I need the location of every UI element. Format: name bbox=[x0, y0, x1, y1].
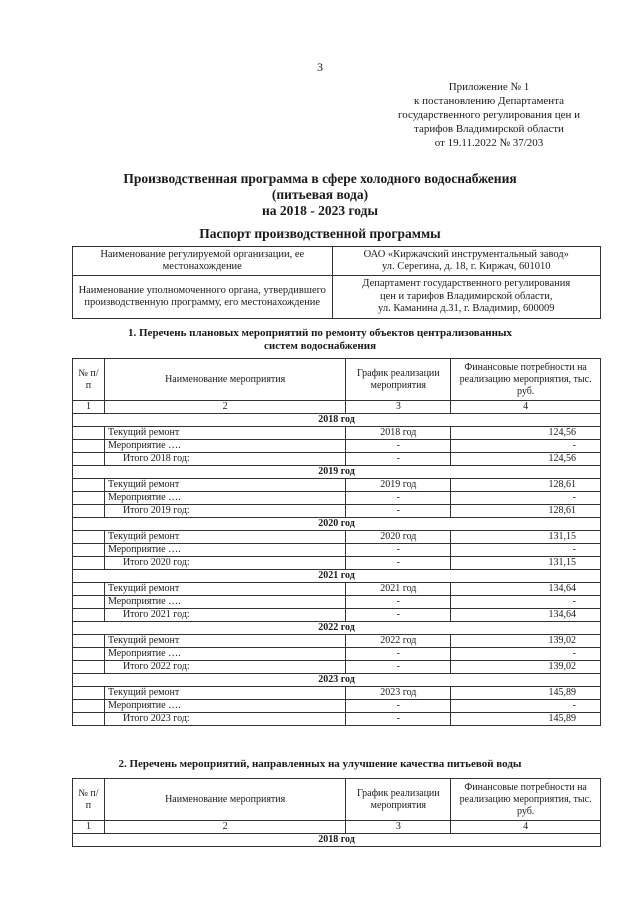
index-cell: 4 bbox=[451, 821, 601, 834]
row-name: Текущий ремонт bbox=[104, 531, 345, 544]
row-name: Мероприятие …. bbox=[104, 544, 345, 557]
row-name: Итого 2021 год: bbox=[104, 609, 345, 622]
table-row bbox=[73, 440, 601, 453]
section1-table-body bbox=[73, 414, 601, 726]
year-row bbox=[73, 674, 601, 687]
passport-row bbox=[73, 247, 601, 276]
appendix-line: к постановлению Департамента bbox=[413, 95, 565, 107]
row-amount: - bbox=[451, 700, 601, 713]
year-label: 2023 год bbox=[73, 674, 601, 687]
row-name: Мероприятие …. bbox=[104, 648, 345, 661]
row-amount: 139,02 bbox=[451, 661, 601, 674]
row-schedule: - bbox=[346, 440, 451, 453]
passport-value-line: цен и тарифов Владимирской области, bbox=[380, 290, 553, 302]
year-label: 2022 год bbox=[73, 622, 601, 635]
table-row bbox=[73, 596, 601, 609]
table-row bbox=[73, 427, 601, 440]
passport-label: Наименование уполномоченного органа, утвердившего производственную программу, его местонахождение bbox=[73, 276, 333, 319]
row-name: Мероприятие …. bbox=[104, 492, 345, 505]
table-row bbox=[73, 531, 601, 544]
table-row bbox=[73, 453, 601, 466]
index-cell: 3 bbox=[346, 821, 451, 834]
row-amount: 128,61 bbox=[451, 505, 601, 518]
row-num bbox=[73, 661, 105, 674]
row-amount: - bbox=[451, 440, 601, 453]
header-schedule: График реализации мероприятия bbox=[346, 779, 451, 821]
page-number: 3 bbox=[317, 60, 323, 74]
table-row bbox=[73, 713, 601, 726]
section1-title bbox=[0, 327, 640, 353]
row-amount: 128,61 bbox=[451, 479, 601, 492]
row-num bbox=[73, 440, 105, 453]
row-amount: - bbox=[451, 492, 601, 505]
row-schedule: 2020 год bbox=[346, 531, 451, 544]
row-schedule: - bbox=[346, 700, 451, 713]
year-label: 2019 год bbox=[73, 466, 601, 479]
row-name: Мероприятие …. bbox=[104, 596, 345, 609]
section1-title-line: 1. Перечень плановых мероприятий по ремонту объектов централизованных bbox=[128, 327, 512, 339]
row-schedule: 2021 год bbox=[346, 583, 451, 596]
passport-value bbox=[332, 247, 601, 276]
title-line: (питьевая вода) bbox=[271, 187, 369, 202]
table-row bbox=[73, 687, 601, 700]
row-amount: 134,64 bbox=[451, 583, 601, 596]
row-schedule: - bbox=[346, 596, 451, 609]
row-name: Текущий ремонт bbox=[104, 479, 345, 492]
row-schedule: - bbox=[346, 544, 451, 557]
row-num bbox=[73, 427, 105, 440]
year-label: 2018 год bbox=[73, 834, 601, 847]
row-name: Мероприятие …. bbox=[104, 440, 345, 453]
index-cell: 3 bbox=[346, 401, 451, 414]
row-name: Текущий ремонт bbox=[104, 427, 345, 440]
year-row bbox=[73, 570, 601, 583]
row-name: Итого 2018 год: bbox=[104, 453, 345, 466]
appendix-line: государственного регулирования цен и bbox=[397, 109, 581, 121]
row-num bbox=[73, 505, 105, 518]
row-amount: 134,64 bbox=[451, 609, 601, 622]
passport-row bbox=[73, 276, 601, 319]
appendix-line: тарифов Владимирской области bbox=[414, 123, 564, 135]
row-name: Итого 2019 год: bbox=[104, 505, 345, 518]
row-num bbox=[73, 609, 105, 622]
row-amount: 145,89 bbox=[451, 687, 601, 700]
row-schedule: - bbox=[346, 557, 451, 570]
header-schedule: График реализации мероприятия bbox=[346, 359, 451, 401]
table-row bbox=[73, 635, 601, 648]
year-label: 2020 год bbox=[73, 518, 601, 531]
year-label: 2021 год bbox=[73, 570, 601, 583]
index-cell: 4 bbox=[451, 401, 601, 414]
row-amount: 124,56 bbox=[451, 427, 601, 440]
row-schedule: - bbox=[346, 661, 451, 674]
table-row bbox=[73, 648, 601, 661]
row-name: Итого 2023 год: bbox=[104, 713, 345, 726]
section2-table bbox=[72, 778, 601, 847]
table-row bbox=[73, 609, 601, 622]
row-schedule: 2022 год bbox=[346, 635, 451, 648]
passport-value bbox=[332, 276, 601, 319]
title-line: Производственная программа в сфере холодного водоснабжения bbox=[123, 171, 517, 186]
table-index-row bbox=[73, 821, 601, 834]
row-name: Итого 2020 год: bbox=[104, 557, 345, 570]
index-cell: 1 bbox=[73, 401, 105, 414]
row-num bbox=[73, 635, 105, 648]
row-num bbox=[73, 453, 105, 466]
year-row bbox=[73, 518, 601, 531]
table-row bbox=[73, 661, 601, 674]
table-row bbox=[73, 479, 601, 492]
appendix-line: Приложение № 1 bbox=[448, 81, 530, 93]
document-title bbox=[0, 171, 640, 219]
appendix-block bbox=[384, 80, 594, 150]
year-row bbox=[73, 414, 601, 427]
row-amount: 145,89 bbox=[451, 713, 601, 726]
section2-title: 2. Перечень мероприятий, направленных на улучшение качества питьевой воды bbox=[118, 758, 522, 770]
passport-value-line: Департамент государственного регулирования bbox=[362, 278, 571, 290]
passport-label: Наименование регулируемой организации, ее местонахождение bbox=[73, 247, 333, 276]
row-schedule: 2019 год bbox=[346, 479, 451, 492]
row-num bbox=[73, 544, 105, 557]
year-row bbox=[73, 622, 601, 635]
index-cell: 2 bbox=[104, 821, 345, 834]
year-row bbox=[73, 466, 601, 479]
row-num bbox=[73, 700, 105, 713]
table-row bbox=[73, 583, 601, 596]
row-num bbox=[73, 596, 105, 609]
row-amount: 131,15 bbox=[451, 531, 601, 544]
table-row bbox=[73, 557, 601, 570]
row-amount: 139,02 bbox=[451, 635, 601, 648]
row-num bbox=[73, 648, 105, 661]
table-row bbox=[73, 544, 601, 557]
header-name: Наименование мероприятия bbox=[104, 359, 345, 401]
row-num bbox=[73, 479, 105, 492]
header-finance: Финансовые потребности на реализацию мероприятия, тыс. руб. bbox=[451, 359, 601, 401]
row-schedule: 2018 год bbox=[346, 427, 451, 440]
header-num: № п/п bbox=[73, 359, 105, 401]
row-amount: - bbox=[451, 648, 601, 661]
table-index-row bbox=[73, 401, 601, 414]
passport-value-line: ул. Каманина д.31, г. Владимир, 600009 bbox=[378, 303, 555, 315]
row-amount: - bbox=[451, 544, 601, 557]
row-amount: 124,56 bbox=[451, 453, 601, 466]
passport-value-line: ул. Серегина, д. 18, г. Киржач, 601010 bbox=[381, 261, 551, 272]
table-header-row bbox=[73, 779, 601, 821]
index-cell: 2 bbox=[104, 401, 345, 414]
row-amount: 131,15 bbox=[451, 557, 601, 570]
row-schedule: - bbox=[346, 609, 451, 622]
row-schedule: - bbox=[346, 505, 451, 518]
row-amount: - bbox=[451, 596, 601, 609]
passport-table bbox=[72, 246, 601, 319]
header-name: Наименование мероприятия bbox=[104, 779, 345, 821]
row-name: Текущий ремонт bbox=[104, 687, 345, 700]
row-schedule: - bbox=[346, 492, 451, 505]
passport-title: Паспорт производственной программы bbox=[199, 226, 441, 241]
header-finance: Финансовые потребности на реализацию мероприятия, тыс. руб. bbox=[451, 779, 601, 821]
row-num bbox=[73, 557, 105, 570]
header-num: № п/п bbox=[73, 779, 105, 821]
row-schedule: 2023 год bbox=[346, 687, 451, 700]
title-line: на 2018 - 2023 годы bbox=[261, 203, 379, 218]
section1-title-line: систем водоснабжения bbox=[263, 340, 377, 352]
year-label: 2018 год bbox=[73, 414, 601, 427]
row-name: Итого 2022 год: bbox=[104, 661, 345, 674]
row-num bbox=[73, 583, 105, 596]
table-row bbox=[73, 492, 601, 505]
row-num bbox=[73, 713, 105, 726]
row-schedule: - bbox=[346, 648, 451, 661]
appendix-line: от 19.11.2022 № 37/203 bbox=[434, 137, 544, 149]
row-schedule: - bbox=[346, 713, 451, 726]
row-num bbox=[73, 492, 105, 505]
section1-table bbox=[72, 358, 601, 726]
year-row bbox=[73, 834, 601, 847]
row-num bbox=[73, 687, 105, 700]
table-header-row bbox=[73, 359, 601, 401]
row-name: Текущий ремонт bbox=[104, 635, 345, 648]
row-schedule: - bbox=[346, 453, 451, 466]
row-name: Мероприятие …. bbox=[104, 700, 345, 713]
passport-value-line: ОАО «Киржачский инструментальный завод» bbox=[363, 248, 569, 260]
row-name: Текущий ремонт bbox=[104, 583, 345, 596]
table-row bbox=[73, 505, 601, 518]
index-cell: 1 bbox=[73, 821, 105, 834]
row-num bbox=[73, 531, 105, 544]
table-row bbox=[73, 700, 601, 713]
